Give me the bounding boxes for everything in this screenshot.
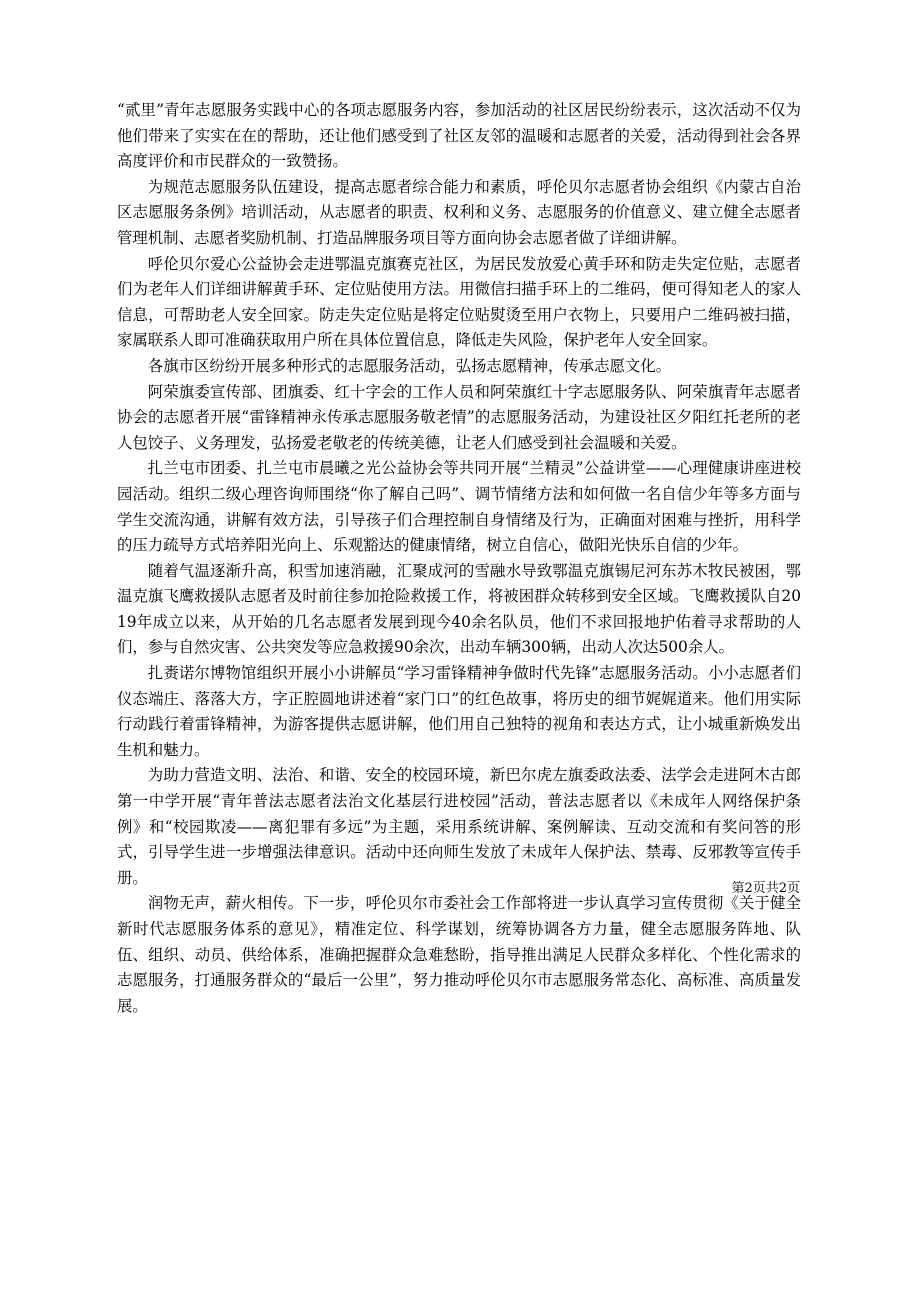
paragraph-law: 为助力营造文明、法治、和谐、安全的校园环境，新巴尔虎左旗委政法委、法学会走进阿木古郎第一中学开展“青年普法志愿者法治文化基层行进校园”活动，普法志愿者以《未成年人网络保护条例》和“校园欺凌——离犯罪有多远”为主题，采用系统讲解、案例解读、互动交流和有奖问答的形式，引导学生进一步增强法律意识。活动中还向师生发放了未成年人保护法、禁毒、反邪教等宣传手册。 <box>117 766 801 887</box>
paragraph-zhalantun: 扎兰屯市团委、扎兰屯市晨曦之光公益协会等共同开展“兰精灵”公益讲堂——心理健康讲座进校园活动。组织二级心理咨询师围绕“你了解自己吗”、调节情绪方法和如何做一名自信少年等多方面与学生交流沟通，讲解有效方法，引导孩子们合理控制自身情绪及行为，正确面对困难与挫折，用科学的压力疏导方式培养阳光向上、乐观豁达的健康情绪，树立自信心，做阳光快乐自信的少年。 <box>117 459 801 555</box>
paragraph-rescue: 随着气温逐渐升高，积雪加速消融，汇聚成河的雪融水导致鄂温克旗锡尼河东苏木牧民被困，鄂温克旗飞鹰救援队志愿者及时前往参加抢险救援工作，将被困群众转移到安全区域。飞鹰救援队自2019年成立以来，从开始的几名志愿者发展到现今40余名队员，他们不求回报地护佑着寻求帮助的人们，参与自然灾害、公共突发等应急救援90余次，出动车辆300辆，出动人次达500余人。 <box>117 561 801 657</box>
document-body <box>117 98 801 1019</box>
paragraph-summary: 各旗市区纷纷开展多种形式的志愿服务活动，弘扬志愿精神，传承志愿文化。 <box>147 356 672 375</box>
paragraph-bracelet: 呼伦贝尔爱心公益协会走进鄂温克旗赛克社区，为居民发放爱心黄手环和防走失定位贴，志愿者们为老年人们详细讲解黄手环、定位贴使用方法。用微信扫描手环上的二维码，便可得知老人的家人信息，可帮助老人安全回家。防走失定位贴是将定位贴熨烫至用户衣物上，只要用户二维码被扫描，家属联系人即可准确获取用户所在具体位置信息，降低走失风险，保护老年人安全回家。 <box>117 254 801 350</box>
paragraph-continuation: “贰里”青年志愿服务实践中心的各项志愿服务内容，参加活动的社区居民纷纷表示，这次活动不仅为他们带来了实实在在的帮助，还让他们感受到了社区友邻的温暖和志愿者的关爱，活动得到社会各界高度评价和市民群众的一致赞扬。 <box>117 101 801 171</box>
paragraph-arong: 阿荣旗委宣传部、团旗委、红十字会的工作人员和阿荣旗红十字志愿服务队、阿荣旗青年志愿者协会的志愿者开展“雷锋精神永传承志愿服务敬老情”的志愿服务活动，为建设社区夕阳红托老所的老人包饺子、义务理发，弘扬爱老敬老的传统美德，让老人们感受到社会温暖和关爱。 <box>117 382 801 452</box>
page-number: 第2页共2页 <box>731 881 800 896</box>
paragraph-conclusion: 润物无声，薪火相传。下一步，呼伦贝尔市委社会工作部将进一步认真学习宣传贯彻《关于健全新时代志愿服务体系的意见》，精准定位、科学谋划，统筹协调各方力量，健全志愿服务阵地、队伍、组织、动员、供给体系，准确把握群众急难愁盼，指导推出满足人民群众多样化、个性化需求的志愿服务，打通服务群众的“最后一公里”，努力推动呼伦贝尔市志愿服务常态化、高标准、高质量发展。 <box>117 894 801 1015</box>
paragraph-training: 为规范志愿服务队伍建设，提高志愿者综合能力和素质，呼伦贝尔志愿者协会组织《内蒙古自治区志愿服务条例》培训活动，从志愿者的职责、权利和义务、志愿服务的价值意义、建立健全志愿者管理机制、志愿者奖励机制、打造品牌服务项目等方面向协会志愿者做了详细讲解。 <box>117 177 801 247</box>
paragraph-museum: 扎赉诺尔博物馆组织开展小小讲解员“学习雷锋精神争做时代先锋”志愿服务活动。小小志愿者们仪态端庄、落落大方，字正腔圆地讲述着“家门口”的红色故事，将历史的细节娓娓道来。他们用实际行动践行着雷锋精神，为游客提供志愿讲解，他们用自己独特的视角和表达方式，让小城重新焕发出生机和魅力。 <box>117 664 801 759</box>
